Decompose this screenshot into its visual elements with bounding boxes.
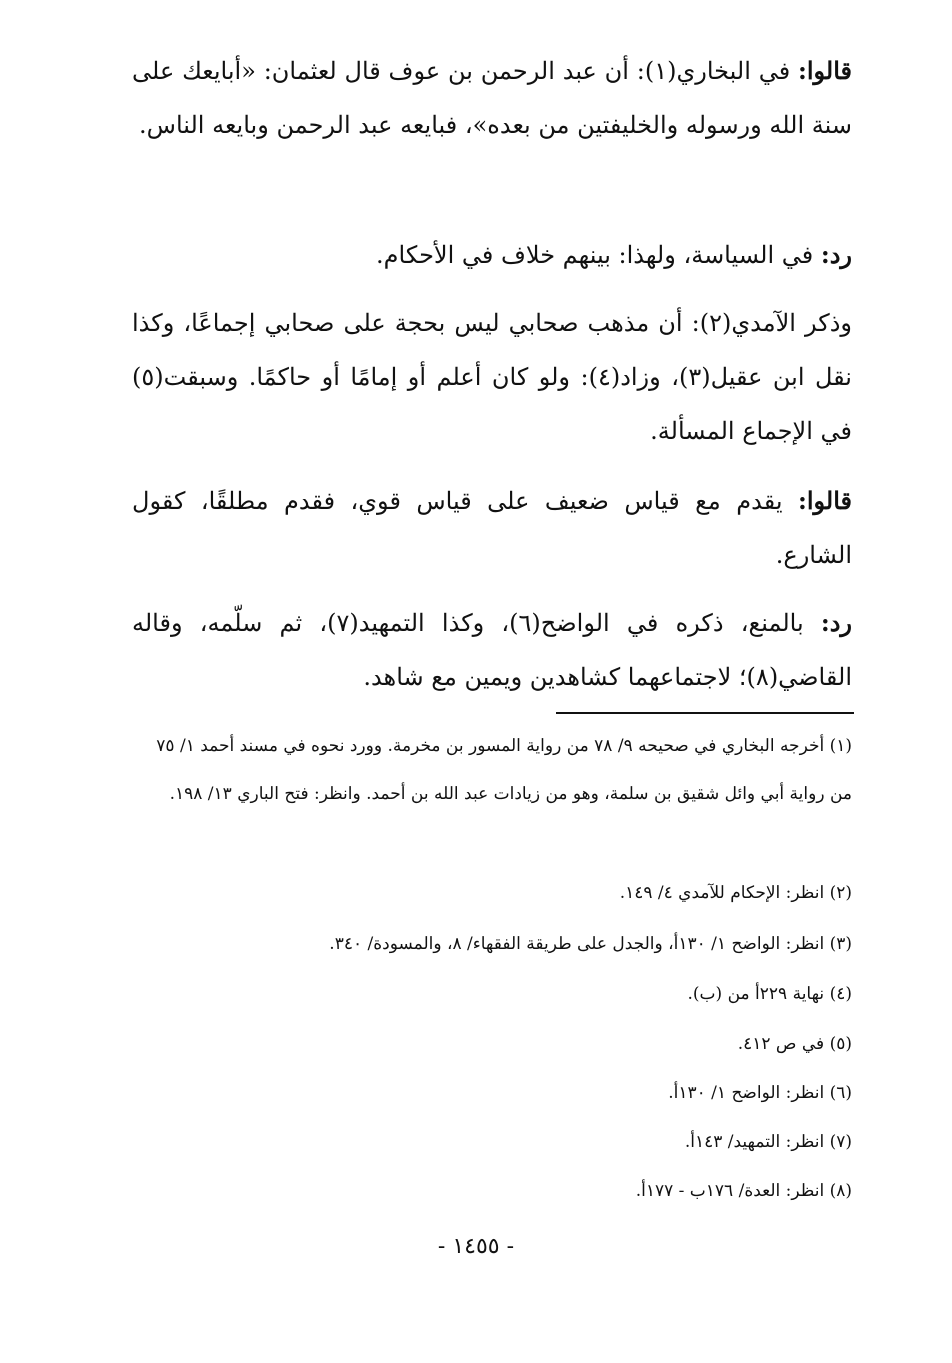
footnote-4: (٤) نهاية ٢٢٩أ من (ب). (687, 984, 852, 1004)
paragraph-4 (132, 474, 852, 582)
paragraph-text: في السياسة، ولهذا: بينهم خلاف في الأحكام. (376, 241, 821, 269)
paragraph-text: وذكر الآمدي(٢): أن مذهب صحابي ليس بحجة على صحابي إجماعًا، وكذا نقل ابن عقيل(٣)، وزاد(٤): ولو كان أعلم أو إمامًا أو حاكمًا. وسبقت(٥) في الإجماع المسألة. (132, 309, 852, 445)
paragraph-text: يقدم مع قياس ضعيف على قياس قوي، فقدم مطلقًا، كقول الشارع. (132, 487, 852, 569)
paragraph-lead: رد: (820, 608, 852, 637)
footnote-6: (٦) انظر: الواضح ١/ ١٣٠أ. (668, 1083, 852, 1103)
paragraph-lead: رد: (820, 240, 852, 269)
page-number: - ١٤٥٥ - (437, 1234, 515, 1259)
paragraph-lead: قالوا: (797, 56, 853, 85)
paragraph-lead: قالوا: (797, 486, 853, 515)
footnote-divider (556, 712, 854, 714)
footnote-3: (٣) انظر: الواضح ١/ ١٣٠أ، والجدل على طريقة الفقهاء/ ٨، والمسودة/ ٣٤٠. (329, 934, 852, 954)
footnote-5: (٥) في ص ٤١٢. (737, 1034, 852, 1054)
footnote-2: (٢) انظر: الإحكام للآمدي ٤/ ١٤٩. (619, 883, 852, 903)
paragraph-1 (132, 44, 852, 152)
footnote-7: (٧) انظر: التمهيد/ ١٤٣أ. (684, 1132, 852, 1152)
paragraph-3 (132, 296, 852, 458)
footnote-8: (٨) انظر: العدة/ ١٧٦ب - ١٧٧أ. (635, 1181, 852, 1201)
paragraph-text: بالمنع، ذكره في الواضح(٦)، وكذا التمهيد(٧)، ثم سلّمه، وقاله القاضي(٨)؛ لاجتماعهما كشاهدين ويمين مع شاهد. (132, 609, 852, 691)
footnote-1: (١) أخرجه البخاري في صحيحه ٩/ ٧٨ من رواية المسور بن مخرمة. وورد نحوه في مسند أحمد ١/ ٧٥ من رواية أبي وائل شقيق بن سلمة، وهو من زيادات عبد الله بن أحمد. وانظر: فتح الباري ١٣/ ١٩٨. (156, 736, 852, 804)
paragraph-text: في البخاري(١): أن عبد الرحمن بن عوف قال لعثمان: «أبايعك على سنة الله ورسوله والخليفتين من بعده»، فبايعه عبد الرحمن وبايعه الناس. (132, 57, 852, 139)
paragraph-5 (132, 596, 852, 704)
paragraph-2 (132, 228, 852, 282)
